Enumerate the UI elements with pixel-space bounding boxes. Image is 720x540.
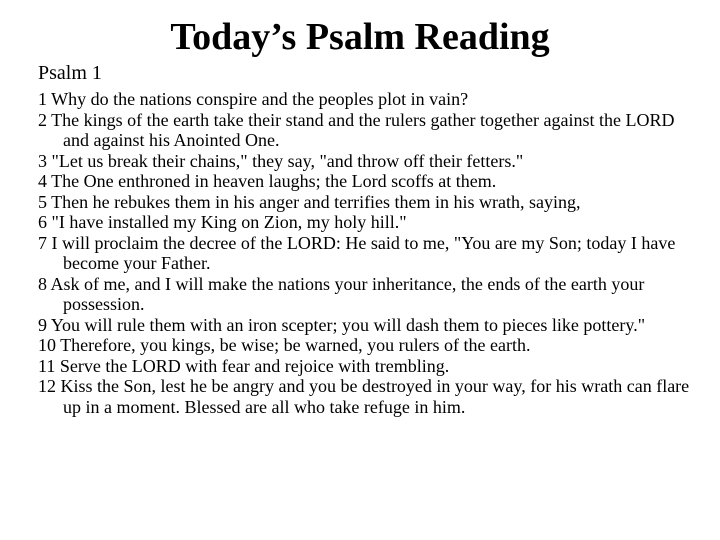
- verse-3: 3 "Let us break their chains," they say, "and throw off their fetters.": [38, 150, 524, 171]
- verse-5: 5 Then he rebukes them in his anger and terrifies them in his wrath, saying,: [38, 191, 581, 212]
- verse-12: 12 Kiss the Son, lest he be angry and you be destroyed in your way, for his wrath can flare up in a moment. Blessed are all who take refuge in him.: [38, 376, 690, 417]
- verse-7: 7 I will proclaim the decree of the LORD: He said to me, "You are my Son; today I have become your Father.: [38, 232, 676, 273]
- verse-4: 4 The One enthroned in heaven laughs; the Lord scoffs at them.: [38, 171, 497, 191]
- verse-8: 8 Ask of me, and I will make the nations your inheritance, the ends of the earth your possession.: [38, 273, 645, 314]
- verse-10: 10 Therefore, you kings, be wise; be warned, you rulers of the earth.: [38, 335, 531, 355]
- psalm-heading: Psalm 1: [38, 62, 102, 84]
- verse-11: 11 Serve the LORD with fear and rejoice with trembling.: [38, 355, 450, 376]
- verse-9: 9 You will rule them with an iron scepter; you will dash them to pieces like pottery.": [38, 314, 646, 335]
- verse-list: [38, 89, 698, 417]
- verse-1: 1 Why do the nations conspire and the peoples plot in vain?: [38, 89, 469, 109]
- verse-2: 2 The kings of the earth take their stand and the rulers gather together against the LORD and against his Anointed One.: [38, 109, 675, 150]
- page-title: Today’s Psalm Reading: [170, 16, 550, 58]
- verse-6: 6 "I have installed my King on Zion, my holy hill.": [38, 212, 407, 232]
